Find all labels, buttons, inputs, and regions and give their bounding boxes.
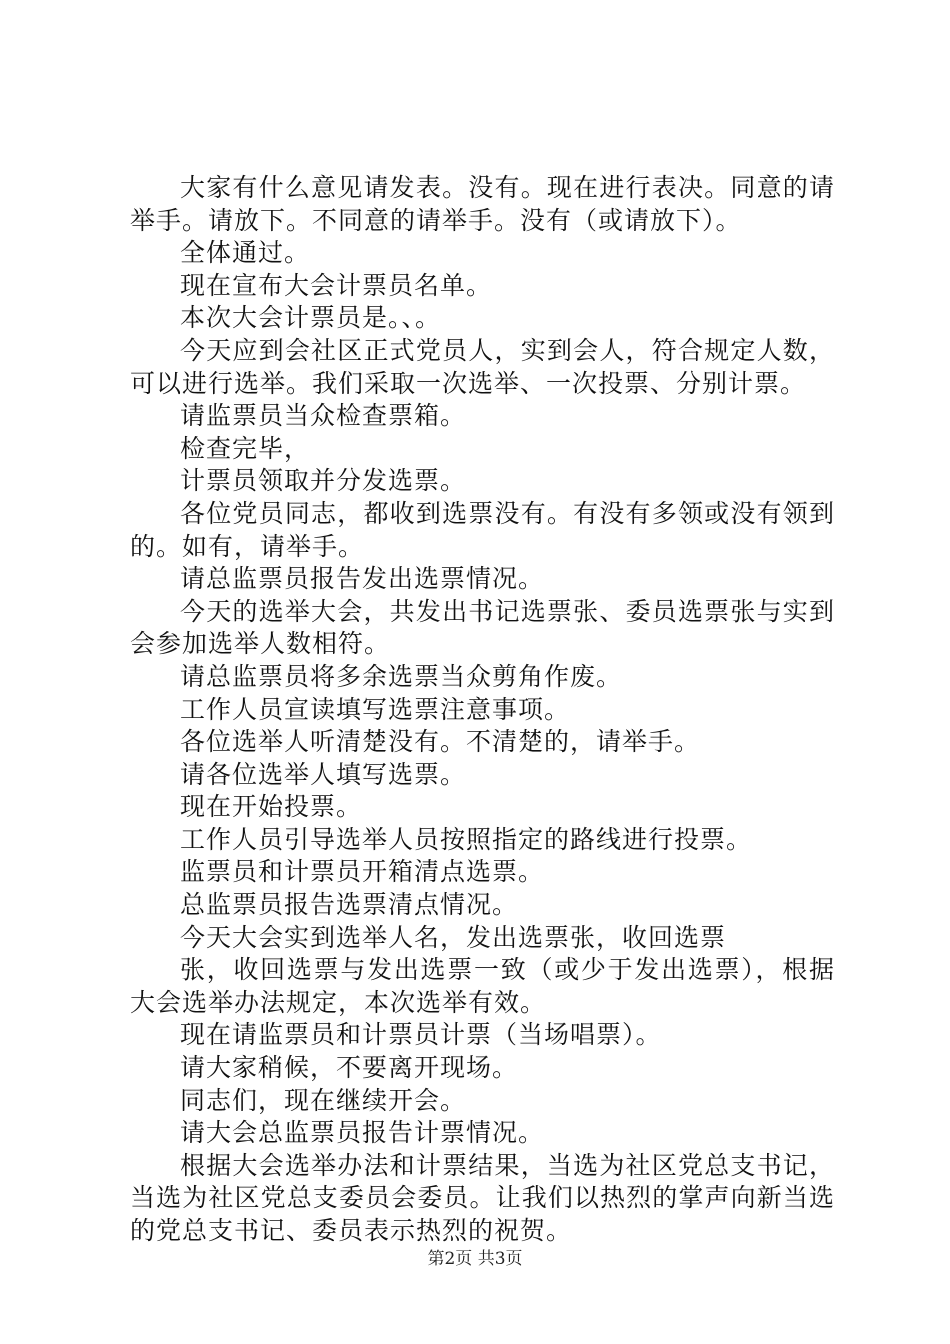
- paragraph: 总监票员报告选票清点情况。: [180, 890, 519, 920]
- paragraph: 请总监票员将多余选票当众剪角作废。: [180, 661, 623, 691]
- page-number-footer: 第2页 共3页: [427, 1249, 523, 1269]
- paragraph: 监票员和计票员开箱清点选票。: [180, 857, 545, 887]
- paragraph: 本次大会计票员是。、。: [180, 303, 442, 333]
- paragraph: 张，收回选票与发出选票一致（或少于发出选票），根据大会选举办法规定，本次选举有效。: [130, 955, 835, 1017]
- paragraph: 计票员领取并分发选票。: [180, 466, 467, 496]
- paragraph: 现在开始投票。: [180, 792, 363, 822]
- paragraph: 大家有什么意见请发表。没有。现在进行表决。同意的请举手。请放下。不同意的请举手。没有（或请放下）。: [130, 173, 835, 235]
- paragraph: 工作人员引导选举人员按照指定的路线进行投票。: [180, 824, 753, 854]
- document-body: [130, 172, 835, 1248]
- paragraph: 各位选举人听清楚没有。不清楚的，请举手。: [180, 727, 701, 757]
- paragraph: 请总监票员报告发出选票情况。: [180, 564, 545, 594]
- paragraph: 请大家稍候，不要离开现场。: [180, 1053, 519, 1083]
- paragraph: 工作人员宣读填写选票注意事项。: [180, 694, 571, 724]
- paragraph: 全体通过。: [180, 238, 311, 268]
- paragraph: 检查完毕，: [180, 433, 311, 463]
- paragraph: 根据大会选举办法和计票结果，当选为社区党总支书记，当选为社区党总支委员会委员。让我们以热烈的掌声向新当选的党总支书记、委员表示热烈的祝贺。: [130, 1150, 835, 1245]
- paragraph: 现在请监票员和计票员计票（当场唱票）。: [180, 1020, 662, 1050]
- paragraph: 今天大会实到选举人名，发出选票张，收回选票: [180, 922, 727, 952]
- paragraph: 今天应到会社区正式党员人，实到会人，符合规定人数，可以进行选举。我们采取一次选举、一次投票、分别计票。: [130, 335, 835, 398]
- paragraph: 请各位选举人填写选票。: [180, 759, 467, 789]
- paragraph: 请大会总监票员报告计票情况。: [180, 1118, 545, 1148]
- paragraph: 请监票员当众检查票箱。: [180, 401, 467, 431]
- paragraph: 现在宣布大会计票员名单。: [180, 270, 493, 300]
- paragraph: 同志们，现在继续开会。: [180, 1085, 467, 1115]
- paragraph: 各位党员同志，都收到选票没有。有没有多领或没有领到的。如有，请举手。: [130, 498, 835, 561]
- paragraph: 今天的选举大会，共发出书记选票张、委员选票张与实到会参加选举人数相符。: [130, 596, 835, 659]
